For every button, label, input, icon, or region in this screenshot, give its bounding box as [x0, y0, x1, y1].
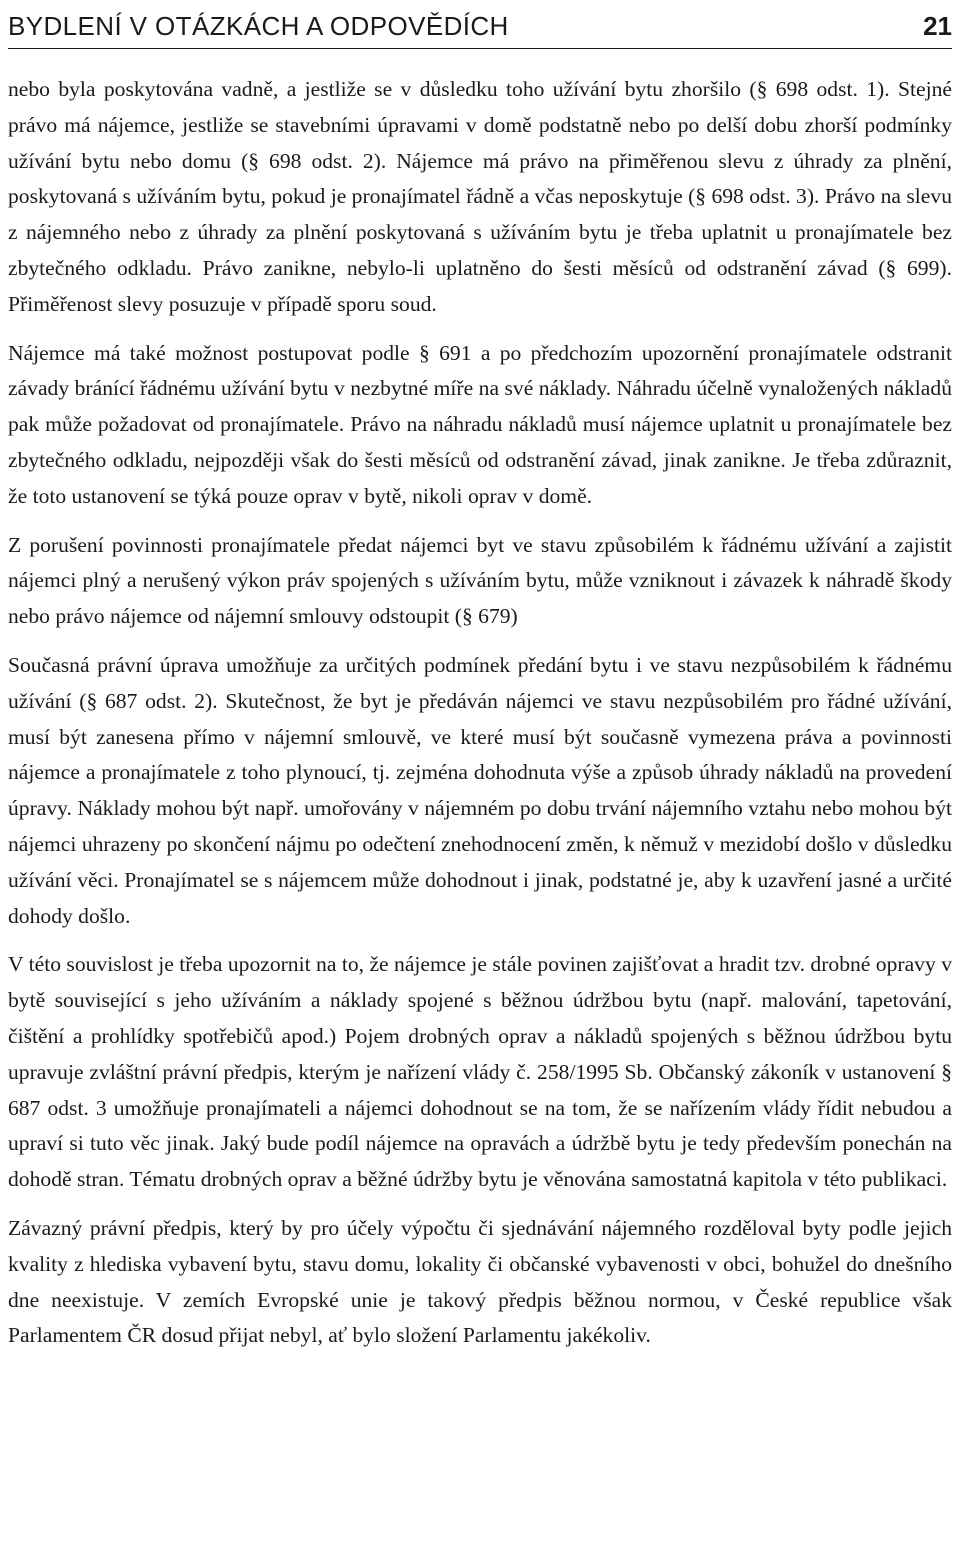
paragraph: Současná právní úprava umožňuje za určitých podmínek předání bytu i ve stavu nezpůsobilém k řádnému užívání (§ 687 odst. 2). Skutečnost, že byt je předáván nájemci ve stavu nezpůsobilém pro řádné užívání, musí být zanesena přímo v nájemní smlouvě, ve které musí být současně vymezena práva a povinnosti nájemce a pronajímatele z toho plynoucí, tj. zejména dohodnuta výše a způsob úhrady nákladů na provedení úpravy. Náklady mohou být např. umořovány v nájemném po dobu trvání nájemního vztahu nebo mohou být nájemci uhrazeny po skončení nájmu po odečtení znehodnocení změn, k němuž v mezidobí došlo v důsledku užívání věci. Pronajímatel se s nájemcem může dohodnout i jinak, podstatné je, aby k uzavření jasné a určité dohody došlo.: [8, 652, 952, 928]
paragraph: Z porušení povinnosti pronajímatele předat nájemci byt ve stavu způsobilém k řádnému užívání a zajistit nájemci plný a nerušený výkon práv spojených s užíváním bytu, může vzniknout i závazek k náhradě škody nebo právo nájemce od nájemní smlouvy odstoupit (§ 679): [8, 532, 952, 629]
paragraph: V této souvislost je třeba upozornit na to, že nájemce je stále povinen zajišťovat a hradit tzv. drobné opravy v bytě související s jeho užíváním a náklady spojené s běžnou údržbou bytu (např. malování, tapetování, čištění a prohlídky spotřebičů apod.) Pojem drobných oprav a nákladů spojených s běžnou údržbou bytu upravuje zvláštní právní předpis, kterým je nařízení vlády č. 258/1995 Sb. Občanský zákoník v ustanovení § 687 odst. 3 umožňuje pronajímateli a nájemci dohodnout se na tom, že se nařízením vlády řídit nebudou a upraví si tuto věc jinak. Jaký bude podíl nájemce na opravách a údržbě bytu je tedy především ponechán na dohodě stran. Tématu drobných oprav a běžné údržby bytu je věnována samostatná kapitola v této publikaci.: [8, 952, 952, 1192]
paragraph: Nájemce má také možnost postupovat podle § 691 a po předchozím upozornění pronajímatele odstranit závady bránící řádnému užívání bytu v nezbytné míře na své náklady. Náhradu účelně vynaložených nákladů pak může požadovat od pronajímatele. Právo na náhradu nákladů musí nájemce uplatnit u pronajímatele bez zbytečného odkladu, nejpozději však do šesti měsíců od odstranění závad, jinak zanikne. Je třeba zdůraznit, že toto ustanovení se týká pouze oprav v bytě, nikoli oprav v domě.: [8, 340, 952, 508]
body-text: [8, 72, 952, 1367]
page-number: 21: [923, 10, 952, 41]
paragraph: nebo byla poskytována vadně, a jestliže se v důsledku toho užívání bytu zhoršilo (§ 698 odst. 1). Stejné právo má nájemce, jestliže se stavebními úpravami v domě podstatně nebo po delší dobu zhorší podmínky užívání bytu nebo domu (§ 698 odst. 2). Nájemce má právo na přiměřenou slevu z úhrady za plnění, poskytovaná s užíváním bytu, pokud je pronajímatel řádně a včas neposkytuje (§ 698 odst. 3). Právo na slevu z nájemného nebo z úhrady za plnění poskytovaná s užíváním bytu je třeba uplatnit u pronajímatele bez zbytečného odkladu. Právo zanikne, nebylo-li uplatněno do šesti měsíců od odstranění závad (§ 699). Přiměřenost slevy posuzuje v případě sporu soud.: [8, 77, 952, 316]
running-header: [8, 4, 952, 49]
running-header-title: BYDLENÍ V OTÁZKÁCH A ODPOVĚDÍCH: [8, 10, 509, 41]
paragraph: Závazný právní předpis, který by pro účely výpočtu či sjednávání nájemného rozděloval byty podle jejich kvality z hlediska vybavení bytu, stavu domu, lokality či občanské vybavenosti v obci, bohužel do dnešního dne neexistuje. V zemích Evropské unie je takový předpis běžnou normou, v České republice však Parlamentem ČR dosud přijat nebyl, ať bylo složení Parlamentu jakékoliv.: [8, 1215, 952, 1348]
